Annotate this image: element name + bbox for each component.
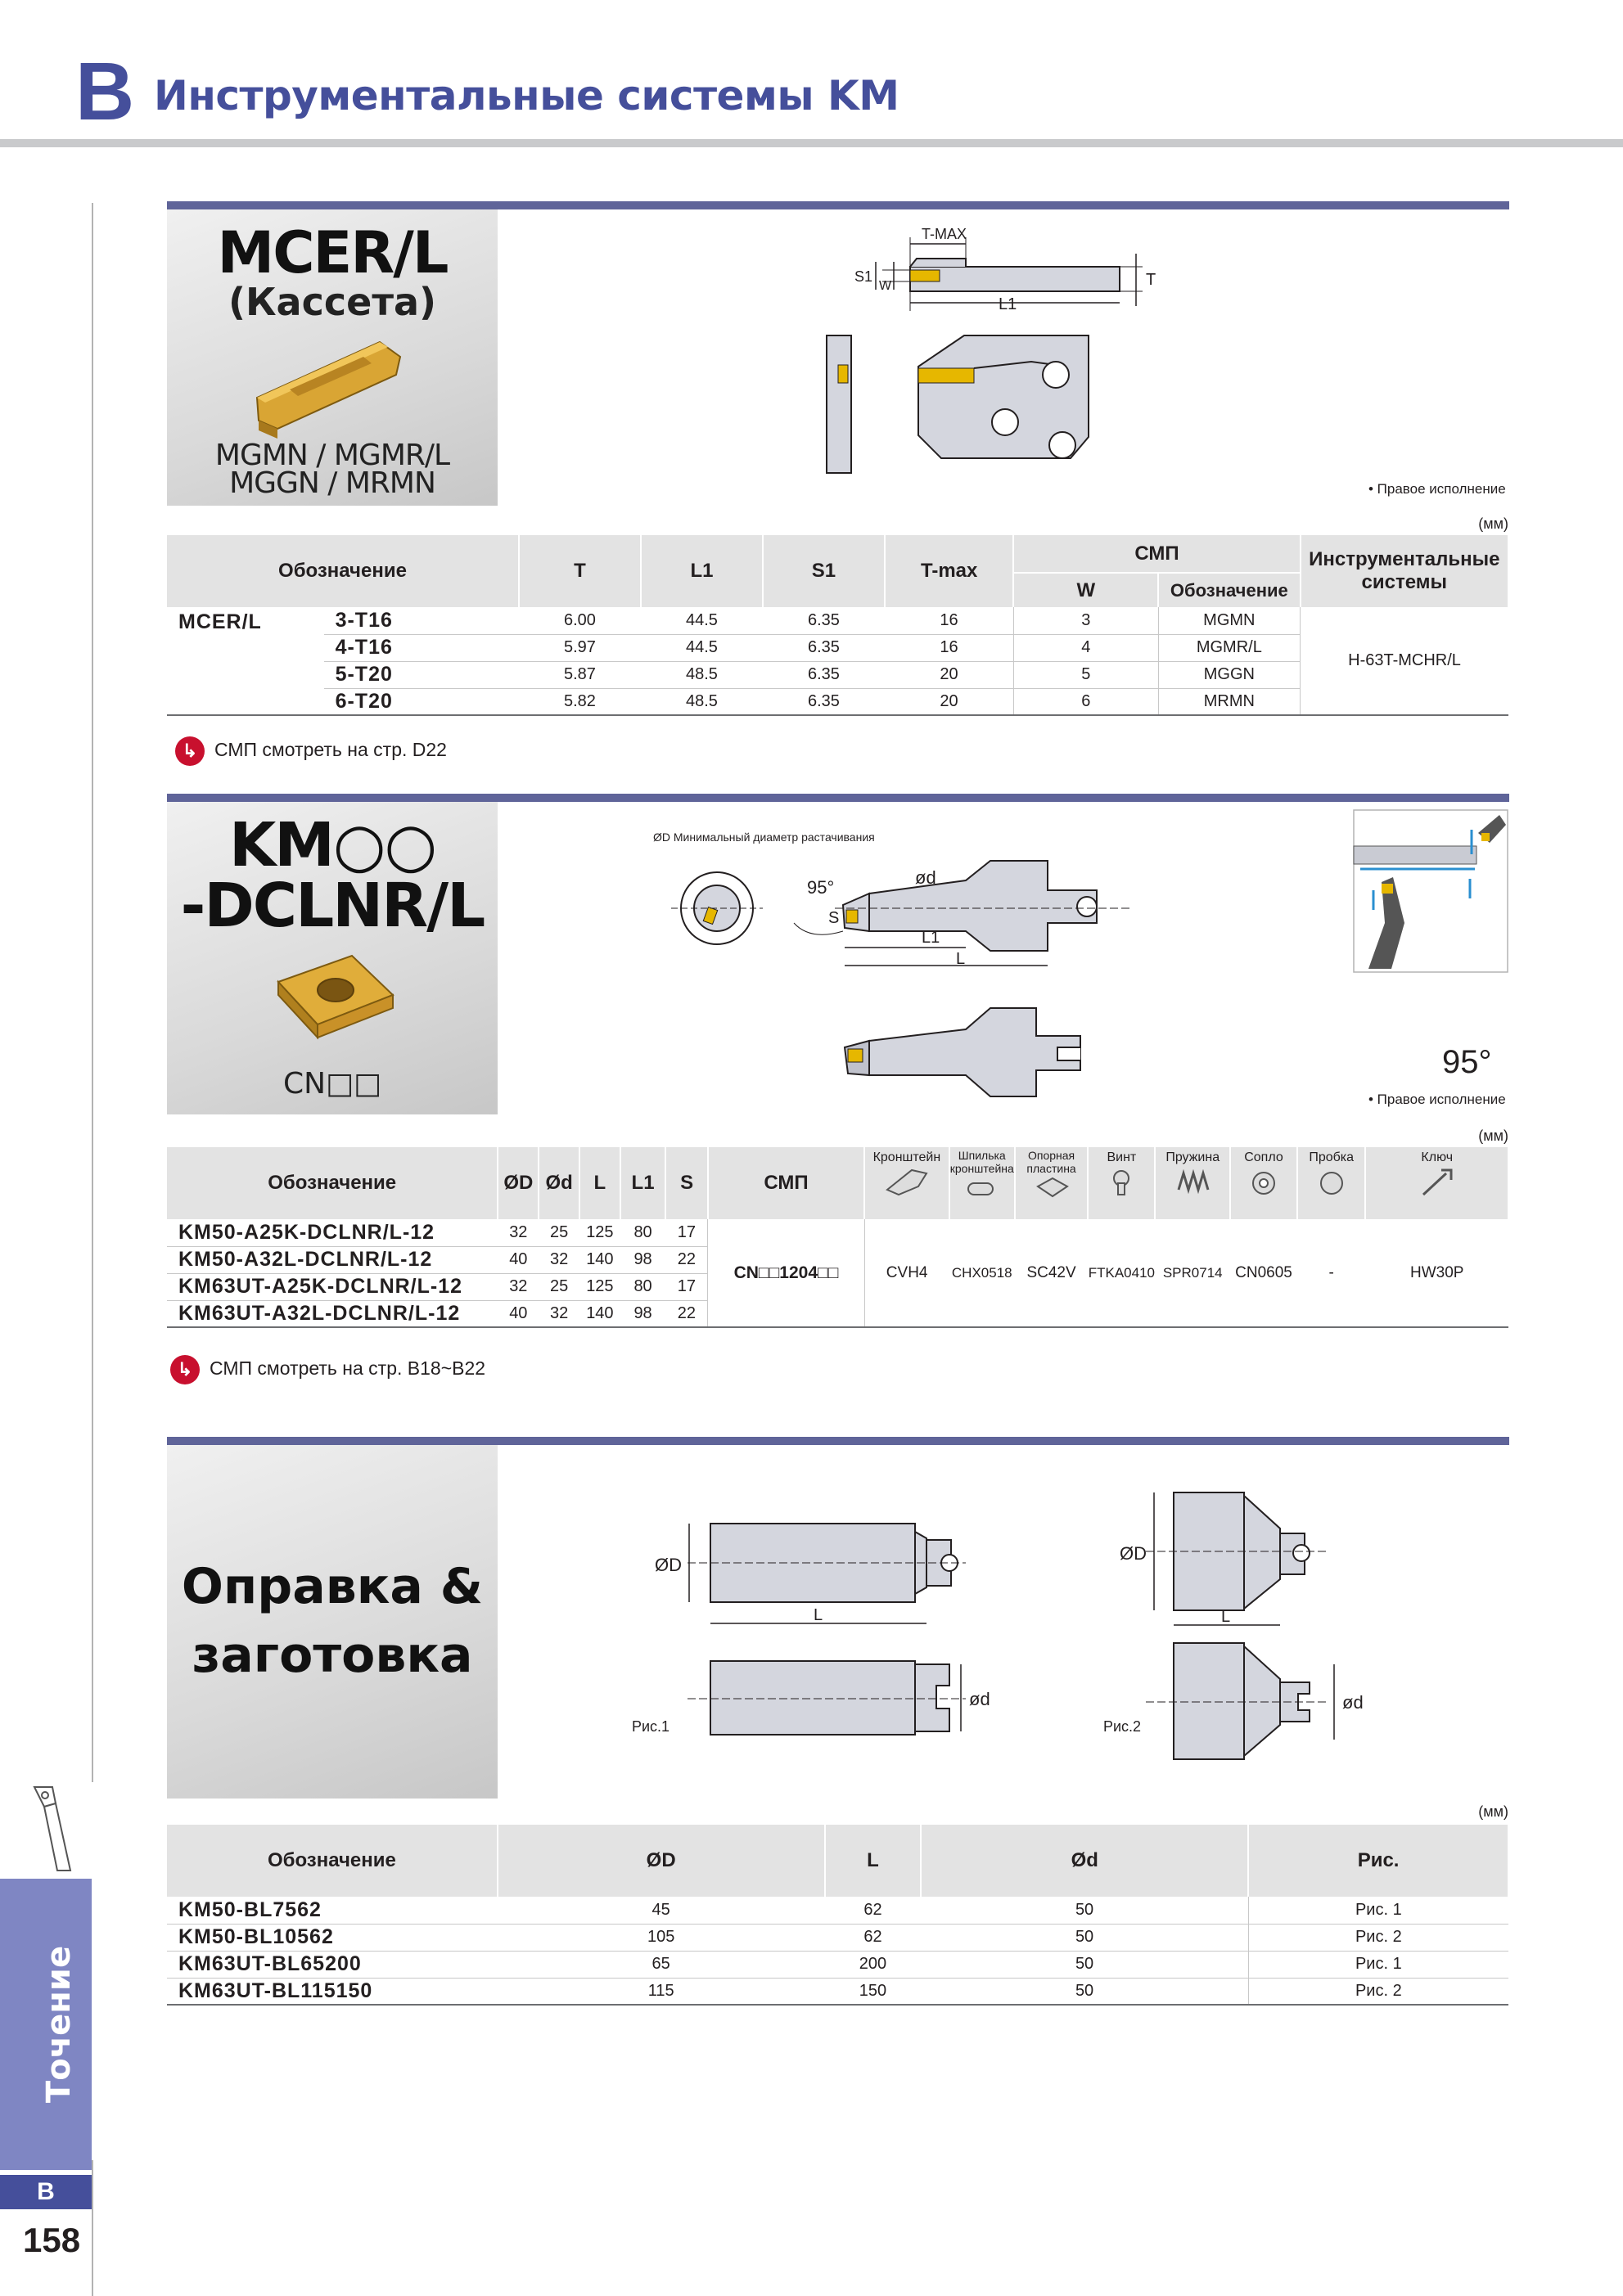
cell-insert: MRMN [1158, 688, 1300, 715]
col-designation: Обозначение [167, 535, 519, 607]
screw-label: Винт [1107, 1150, 1137, 1164]
col-d-small: Ød [539, 1147, 579, 1219]
cell-l: 140 [579, 1246, 620, 1273]
row-code: KM63UT-A25K-DCLNR/L-12 [167, 1273, 498, 1300]
cell-s1: 6.35 [763, 688, 885, 715]
screw-icon [1105, 1165, 1138, 1198]
col-designation: Обозначение [167, 1147, 498, 1219]
col-nozzle [1230, 1147, 1297, 1219]
cell-l: 140 [579, 1300, 620, 1327]
col-t: T [519, 535, 641, 607]
d-big-label: ØD [655, 1555, 682, 1575]
col-smp: СМП [708, 1147, 864, 1219]
cell-tmax: 20 [885, 661, 1014, 688]
col-screw [1088, 1147, 1155, 1219]
cell-l1: 98 [620, 1300, 666, 1327]
row-code: 3-T16 [324, 607, 519, 634]
cell-l1: 48.5 [641, 661, 763, 688]
cell-s1: 6.35 [763, 661, 885, 688]
insert-reference-text: СМП смотреть на стр. B18~B22 [210, 1357, 486, 1380]
cell-fig: Рис. 2 [1248, 1924, 1508, 1951]
insert-type-label: CN□□ [282, 1067, 382, 1101]
row-code: KM63UT-A32L-DCLNR/L-12 [167, 1300, 498, 1327]
reference-arrow-icon: ↳ [170, 1355, 200, 1384]
cell-t: 5.82 [519, 688, 641, 715]
cell-l1: 44.5 [641, 607, 763, 634]
dclnr-table [167, 1147, 1509, 1328]
section-banner [167, 1445, 498, 1799]
cell-d-big: 45 [498, 1897, 825, 1924]
row-code: 5-T20 [324, 661, 519, 688]
cell-d-small: 32 [539, 1246, 579, 1273]
cell-t: 6.00 [519, 607, 641, 634]
table-row [167, 1219, 1508, 1246]
cell-l: 125 [579, 1219, 620, 1246]
col-plug [1297, 1147, 1366, 1219]
section-banner [167, 209, 498, 506]
page-title: Инструментальные системы KM [154, 72, 899, 119]
cell-d-small: 50 [921, 1951, 1248, 1978]
spring-icon [1172, 1165, 1213, 1198]
cell-d-small: 50 [921, 1897, 1248, 1924]
od-label: ød [915, 867, 936, 888]
row-code: KM50-BL7562 [167, 1897, 498, 1924]
cell-w: 5 [1013, 661, 1158, 688]
angle-label: 95° [807, 877, 835, 898]
col-d-big: ØD [498, 1147, 539, 1219]
cell-w: 3 [1013, 607, 1158, 634]
row-code: KM50-A25K-DCLNR/L-12 [167, 1219, 498, 1246]
spring-label: Пружина [1165, 1150, 1220, 1164]
cell-l: 200 [825, 1951, 922, 1978]
cell-clamp-pin: CHX0518 [949, 1219, 1015, 1327]
cassette-dimension-drawing [843, 221, 1170, 483]
col-spring [1155, 1147, 1230, 1219]
d-big-label-2: ØD [1120, 1543, 1147, 1564]
cell-screw: FTKA0410 [1088, 1219, 1155, 1327]
cell-tmax: 20 [885, 688, 1014, 715]
header-divider [0, 139, 1623, 147]
wrench-key-icon [1417, 1165, 1458, 1198]
row-code: 4-T16 [324, 634, 519, 661]
row-code: KM63UT-BL115150 [167, 1978, 498, 2005]
cell-d-big: 65 [498, 1951, 825, 1978]
section-letter-badge: B [0, 2175, 92, 2209]
cell-tmax: 16 [885, 634, 1014, 661]
cell-s1: 6.35 [763, 634, 885, 661]
s1-label: S1 [854, 268, 873, 285]
table-row [167, 1978, 1508, 2005]
nozzle-label: Сопло [1244, 1150, 1283, 1164]
cell-l1: 80 [620, 1273, 666, 1300]
cell-l1: 80 [620, 1219, 666, 1246]
cell-tmax: 16 [885, 607, 1014, 634]
cell-fig: Рис. 1 [1248, 1897, 1508, 1924]
cell-d-small: 50 [921, 1924, 1248, 1951]
cell-l: 62 [825, 1924, 922, 1951]
cell-w: 6 [1013, 688, 1158, 715]
chapter-letter: B [75, 46, 135, 137]
turning-tool-icon [28, 1784, 77, 1874]
section-title-line-1: Оправка & [181, 1558, 484, 1615]
s-label: S [828, 909, 840, 927]
col-s: S [665, 1147, 708, 1219]
row-code: 6-T20 [324, 688, 519, 715]
fig2-label: Рис.2 [1103, 1718, 1142, 1735]
cell-l1: 98 [620, 1246, 666, 1273]
section-subtitle: (Кассета) [228, 280, 437, 324]
cell-d-big: 32 [498, 1219, 539, 1246]
cell-fig: Рис. 1 [1248, 1951, 1508, 1978]
cell-key: HW30P [1365, 1219, 1508, 1327]
col-clamp-pin [949, 1147, 1015, 1219]
section-divider [167, 201, 1509, 209]
margin-divider-bottom [92, 2160, 93, 2296]
col-clamp [864, 1147, 949, 1219]
tmax-label: T-MAX [922, 226, 967, 242]
cell-fig: Рис. 2 [1248, 1978, 1508, 2005]
plug-label: Пробка [1309, 1150, 1355, 1164]
fig1-label: Рис.1 [632, 1718, 670, 1735]
units-label: (мм) [1478, 1803, 1508, 1820]
table-row [167, 1951, 1508, 1978]
cell-s: 17 [665, 1273, 708, 1300]
shim-label: Опорная пластина [1026, 1149, 1076, 1175]
cell-s: 22 [665, 1246, 708, 1273]
clamp-pin-label: Шпилька кронштейна [949, 1149, 1014, 1175]
l1-label: L1 [922, 929, 940, 947]
col-tool-systems: Инструментальные системы [1301, 535, 1508, 607]
approach-angle-label: 95° [1442, 1044, 1492, 1080]
chapter-tab-label: Точение [40, 1945, 78, 2104]
clamp-icon [882, 1165, 931, 1198]
l-label-2: L [1221, 1608, 1231, 1626]
cell-d-big: 32 [498, 1273, 539, 1300]
cell-insert: MGGN [1158, 661, 1300, 688]
boring-operation-diagram [1352, 808, 1511, 975]
cell-w: 4 [1013, 634, 1158, 661]
section-title-line-2: заготовка [192, 1627, 473, 1684]
cell-d-big: 115 [498, 1978, 825, 2005]
cell-plug: - [1297, 1219, 1366, 1327]
col-shim [1015, 1147, 1089, 1219]
cell-shim: SC42V [1015, 1219, 1089, 1327]
cell-t: 5.87 [519, 661, 641, 688]
units-label: (мм) [1478, 1128, 1508, 1144]
section-divider [167, 794, 1509, 802]
section-title-line-1: KM○○ [228, 810, 436, 880]
col-d-small: Ød [921, 1825, 1248, 1897]
col-tmax: T-max [885, 535, 1014, 607]
col-designation: Обозначение [167, 1825, 498, 1897]
table-row [167, 607, 1508, 634]
section-title: MCER/L [217, 219, 448, 286]
reference-arrow-icon: ↳ [175, 736, 205, 766]
cell-insert: MGMN [1158, 607, 1300, 634]
cell-spring: SPR0714 [1155, 1219, 1230, 1327]
grooving-insert-image [241, 324, 413, 447]
t-label: T [1146, 271, 1156, 289]
l-label: L [956, 950, 966, 968]
cell-d-small: 25 [539, 1273, 579, 1300]
cell-d-big: 105 [498, 1924, 825, 1951]
pin-icon [962, 1175, 1003, 1203]
row-code: KM63UT-BL65200 [167, 1951, 498, 1978]
shim-icon [1031, 1175, 1072, 1203]
right-hand-note: • Правое исполнение [1368, 1092, 1506, 1107]
cell-l: 150 [825, 1978, 922, 2005]
cell-d-big: 40 [498, 1246, 539, 1273]
cell-l1: 44.5 [641, 634, 763, 661]
mcer-table [167, 535, 1509, 716]
col-fig: Рис. [1248, 1825, 1508, 1897]
cell-s1: 6.35 [763, 607, 885, 634]
col-l1: L1 [641, 535, 763, 607]
cell-d-small: 32 [539, 1300, 579, 1327]
col-l1: L1 [620, 1147, 666, 1219]
cell-nozzle: CN0605 [1230, 1219, 1297, 1327]
col-smp: СМП [1013, 535, 1300, 573]
min-dia-label: ØD Минимальный диаметр растачивания [653, 831, 875, 844]
blank-dimension-drawings [632, 1489, 1457, 1784]
col-w: W [1013, 573, 1158, 607]
cell-l1: 48.5 [641, 688, 763, 715]
cell-s: 17 [665, 1219, 708, 1246]
cell-clamp: CVH4 [864, 1219, 949, 1327]
col-l: L [579, 1147, 620, 1219]
row-code: KM50-A32L-DCLNR/L-12 [167, 1246, 498, 1273]
units-label: (мм) [1478, 515, 1508, 532]
page-number: 158 [23, 2221, 81, 2259]
insert-reference-text: СМП смотреть на стр. D22 [214, 739, 447, 761]
cn-insert-image [262, 949, 406, 1047]
section-divider [167, 1437, 1509, 1445]
col-l: L [825, 1825, 922, 1897]
margin-divider [92, 203, 93, 1782]
section-banner [167, 802, 498, 1114]
w-label: W [879, 279, 892, 293]
right-hand-note: • Правое исполнение [1368, 481, 1506, 497]
plug-icon [1315, 1165, 1348, 1198]
cell-smp: CN□□1204□□ [708, 1219, 864, 1327]
col-smp-designation: Обозначение [1158, 573, 1300, 607]
cell-tool-system: H-63T-MCHR/L [1301, 607, 1508, 715]
insert-reference[interactable] [170, 1355, 485, 1384]
insert-types-line-2: MGGN / MRMN [229, 466, 435, 500]
series-code: MCER/L [167, 607, 324, 715]
blanks-table [167, 1825, 1509, 2006]
clamp-label: Кронштейн [872, 1150, 941, 1164]
insert-types-line-1: MGMN / MGMR/L [214, 439, 450, 472]
section-title-line-2: -DCLNR/L [180, 871, 485, 941]
col-d-big: ØD [498, 1825, 825, 1897]
d-small-label: ød [969, 1689, 990, 1709]
col-s1: S1 [763, 535, 885, 607]
cell-insert: MGMR/L [1158, 634, 1300, 661]
cell-d-small: 25 [539, 1219, 579, 1246]
cell-d-small: 50 [921, 1978, 1248, 2005]
col-key [1365, 1147, 1508, 1219]
cell-l: 62 [825, 1897, 922, 1924]
boring-bar-dimension-drawing [638, 826, 1146, 1105]
key-label: Ключ [1421, 1150, 1454, 1164]
cell-d-big: 40 [498, 1300, 539, 1327]
table-row [167, 1924, 1508, 1951]
d-small-label-2: ød [1342, 1692, 1364, 1713]
l1-label: L1 [999, 295, 1017, 313]
row-code: KM50-BL10562 [167, 1924, 498, 1951]
l-label: L [814, 1606, 823, 1624]
insert-reference[interactable] [175, 736, 447, 766]
cell-t: 5.97 [519, 634, 641, 661]
table-row [167, 1897, 1508, 1924]
cell-s: 22 [665, 1300, 708, 1327]
cell-l: 125 [579, 1273, 620, 1300]
nozzle-icon [1247, 1165, 1280, 1198]
